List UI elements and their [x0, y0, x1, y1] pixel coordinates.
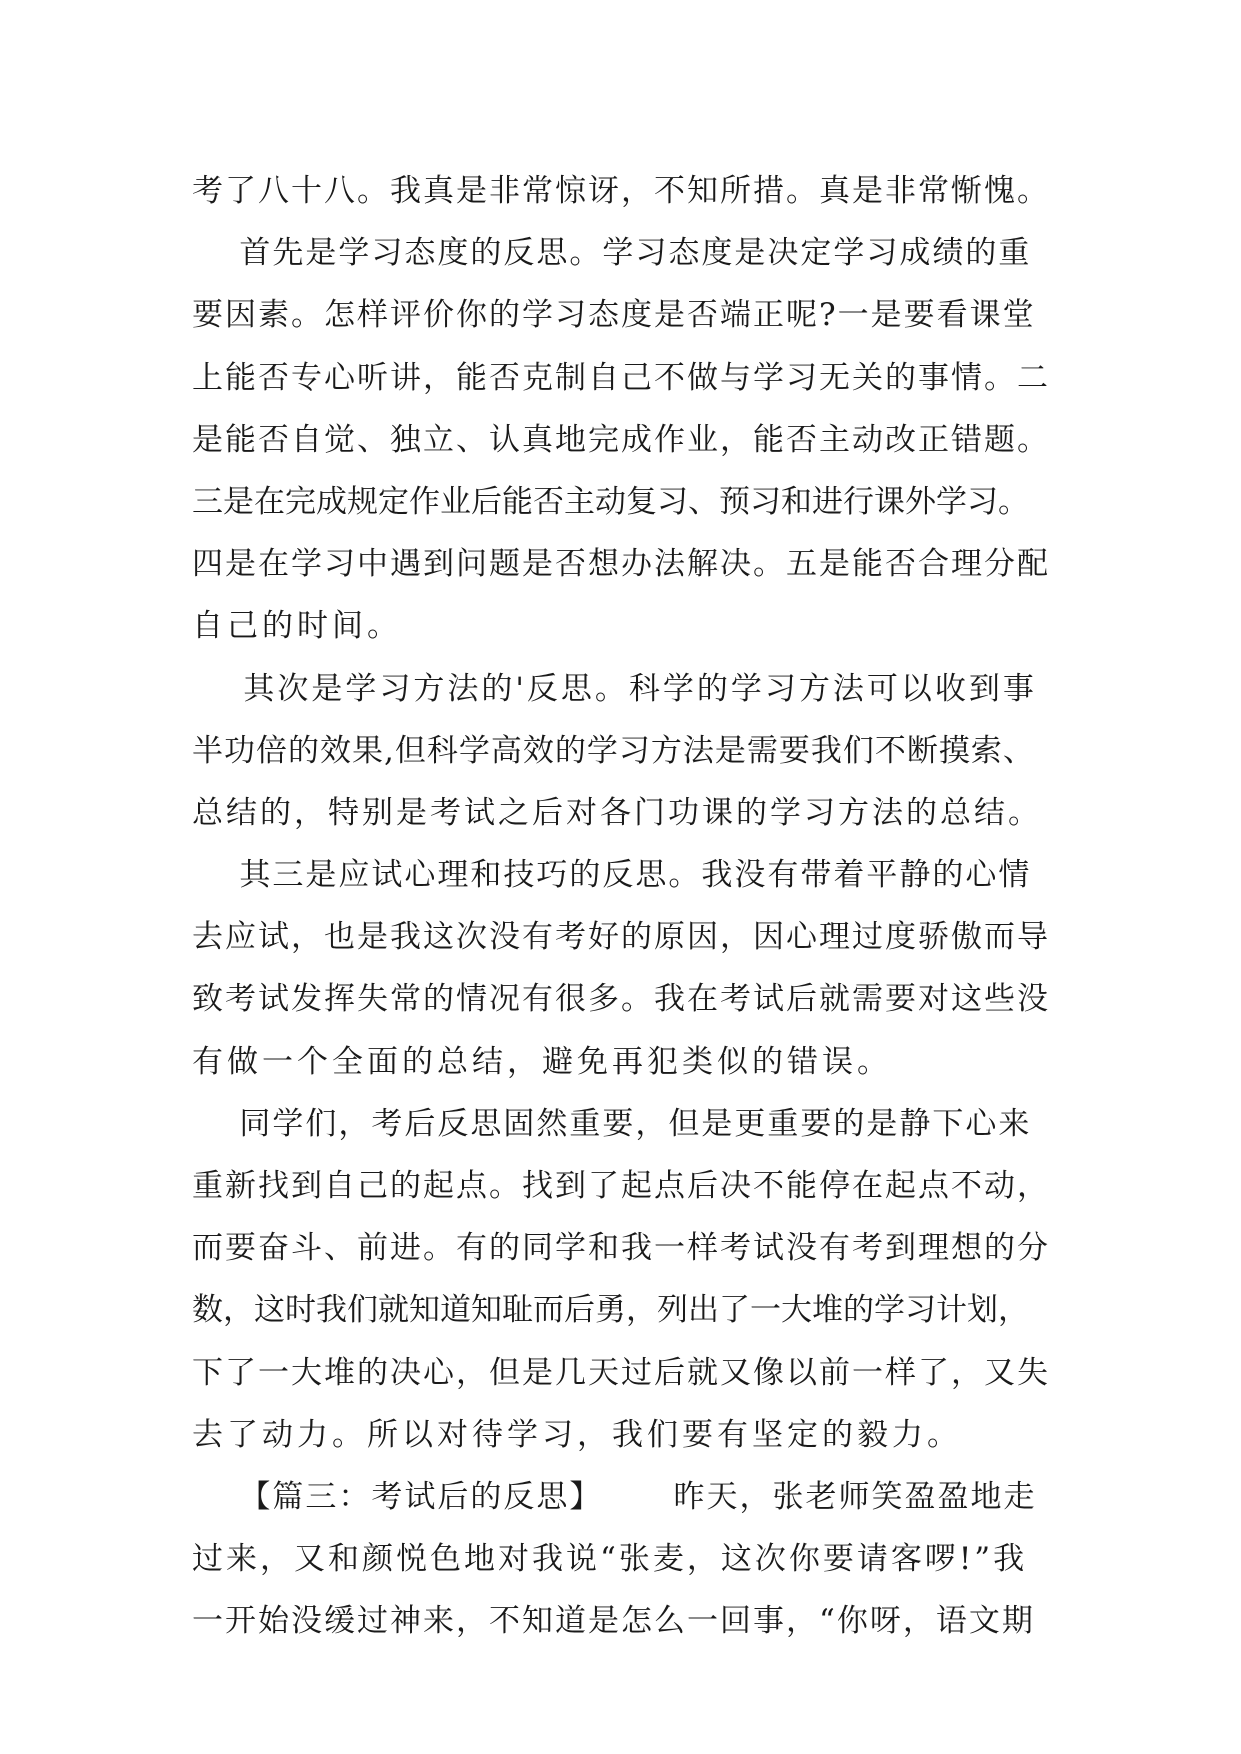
text-line: 去应试，也是我这次没有考好的原因，因心理过度骄傲而导 [192, 919, 1050, 956]
text-line: 同学们，考后反思固然重要，但是更重要的是静下心来 [192, 1105, 1032, 1142]
text-line: 去了动力。所以对待学习，我们要有坚定的毅力。 [192, 1416, 962, 1453]
text-line: 过来，又和颜悦色地对我说“张麦，这次你要请客啰!”我 [192, 1541, 1028, 1578]
text-line: 考了八十八。我真是非常惊讶，不知所措。真是非常惭愧。 [192, 173, 1050, 209]
text-line: 上能否专心听讲，能否克制自己不做与学习无关的事情。二 [192, 359, 1050, 396]
text-line: 总结的，特别是考试之后对各门功课的学习方法的总结。 [192, 794, 1042, 831]
text-line: 半功倍的效果,但科学高效的学习方法是需要我们不断摸索、 [192, 732, 1035, 769]
text-line: 致考试发挥失常的情况有很多。我在考试后就需要对这些没 [192, 981, 1050, 1018]
text-line: 数，这时我们就知道知耻而后勇，列出了一大堆的学习计划， [192, 1292, 1029, 1329]
text-line: 自己的时间。 [192, 608, 402, 645]
text-line: 【篇三：考试后的反思】 昨天，张老师笑盈盈地走 [192, 1478, 1037, 1515]
body-text [192, 160, 1052, 1653]
text-line: 有做一个全面的总结，避免再犯类似的错误。 [192, 1043, 892, 1080]
text-line: 其次是学习方法的'反思。科学的学习方法可以收到事 [192, 670, 1037, 707]
text-line: 一开始没缓过神来，不知道是怎么一回事，“你呀，语文期 [192, 1603, 1035, 1640]
text-line: 首先是学习态度的反思。学习态度是决定学习成绩的重 [192, 235, 1032, 272]
text-line: 而要奋斗、前进。有的同学和我一样考试没有考到理想的分 [192, 1230, 1050, 1267]
text-line: 四是在学习中遇到问题是否想办法解决。五是能否合理分配 [192, 546, 1050, 583]
text-line: 重新找到自己的起点。找到了起点后决不能停在起点不动， [192, 1168, 1050, 1204]
text-line: 下了一大堆的决心，但是几天过后就又像以前一样了，又失 [192, 1354, 1050, 1391]
text-line: 是能否自觉、独立、认真地完成作业，能否主动改正错题。 [192, 421, 1050, 458]
text-line: 要因素。怎样评价你的学习态度是否端正呢?一是要看课堂 [192, 297, 1036, 334]
text-line: 其三是应试心理和技巧的反思。我没有带着平静的心情 [192, 857, 1032, 894]
text-line: 三是在完成规定作业后能否主动复习、预习和进行课外学习。 [192, 483, 1029, 520]
